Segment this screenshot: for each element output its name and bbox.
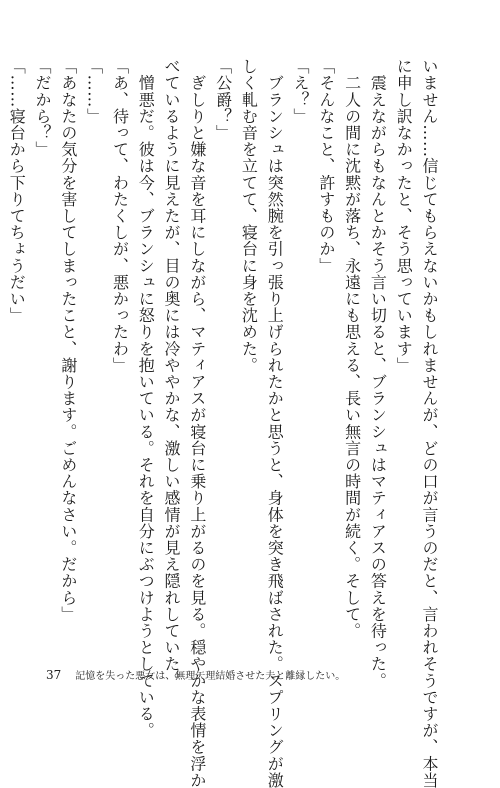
text-line: ぎしりと嫌な音を耳にしながら、マティアスが寝台に乗り上がるのを見る。穏やかな表情を浮か — [187, 58, 207, 788]
page-footer — [46, 667, 345, 682]
text-line: ブランシュは突然腕を引っ張り上げられたかと思うと、身体を突き飛ばされた。スプリングが激 — [265, 58, 285, 788]
text-line: 「……」 — [84, 58, 104, 125]
text-line: 「……寝台から下りてちょうだい」 — [7, 58, 27, 324]
text-line: 「あ、待って、わたくしが、悪かったわ」 — [110, 58, 130, 374]
text-line: しく軋む音を立てて、寝台に身を沈めた。 — [239, 58, 259, 374]
text-line: 「だから？」 — [33, 58, 53, 158]
text-line: 憎悪だ。彼は今、ブランシュに怒りを抱いている。それを自分にぶつけようとしている。 — [136, 58, 156, 739]
text-line: 「公爵？」 — [213, 58, 233, 141]
running-title: 記憶を失った悪女は、無理矢理結婚させた夫と離縁したい。 — [75, 671, 346, 682]
text-line: いません……信じてもらえないかもしれませんが、どの口が言うのだと、言われそうですが、本当 — [420, 58, 439, 788]
text-line: べているように見えたが、目の奥には冷ややかな、激しい感情が見え隠れしていた。 — [162, 58, 182, 689]
text-line: 二人の間に沈黙が落ち、永遠にも思える、長い無言の時間が続く。そして。 — [342, 58, 362, 639]
text-line: 「え？」 — [291, 58, 311, 125]
page-number: 37 — [46, 668, 62, 682]
text-line: 「あなたの気分を害してしまったこと、謝ります。ごめんなさい。だから」 — [58, 58, 78, 623]
text-line: 「そんなこと、許すものか」 — [316, 58, 336, 274]
text-line: 震えながらもなんとかそう言い切ると、ブランシュはマティアスの答えを待った。 — [368, 58, 388, 689]
text-line: に申し訳なかったと、そう思っています」 — [394, 58, 414, 374]
text-line — [0, 58, 3, 650]
